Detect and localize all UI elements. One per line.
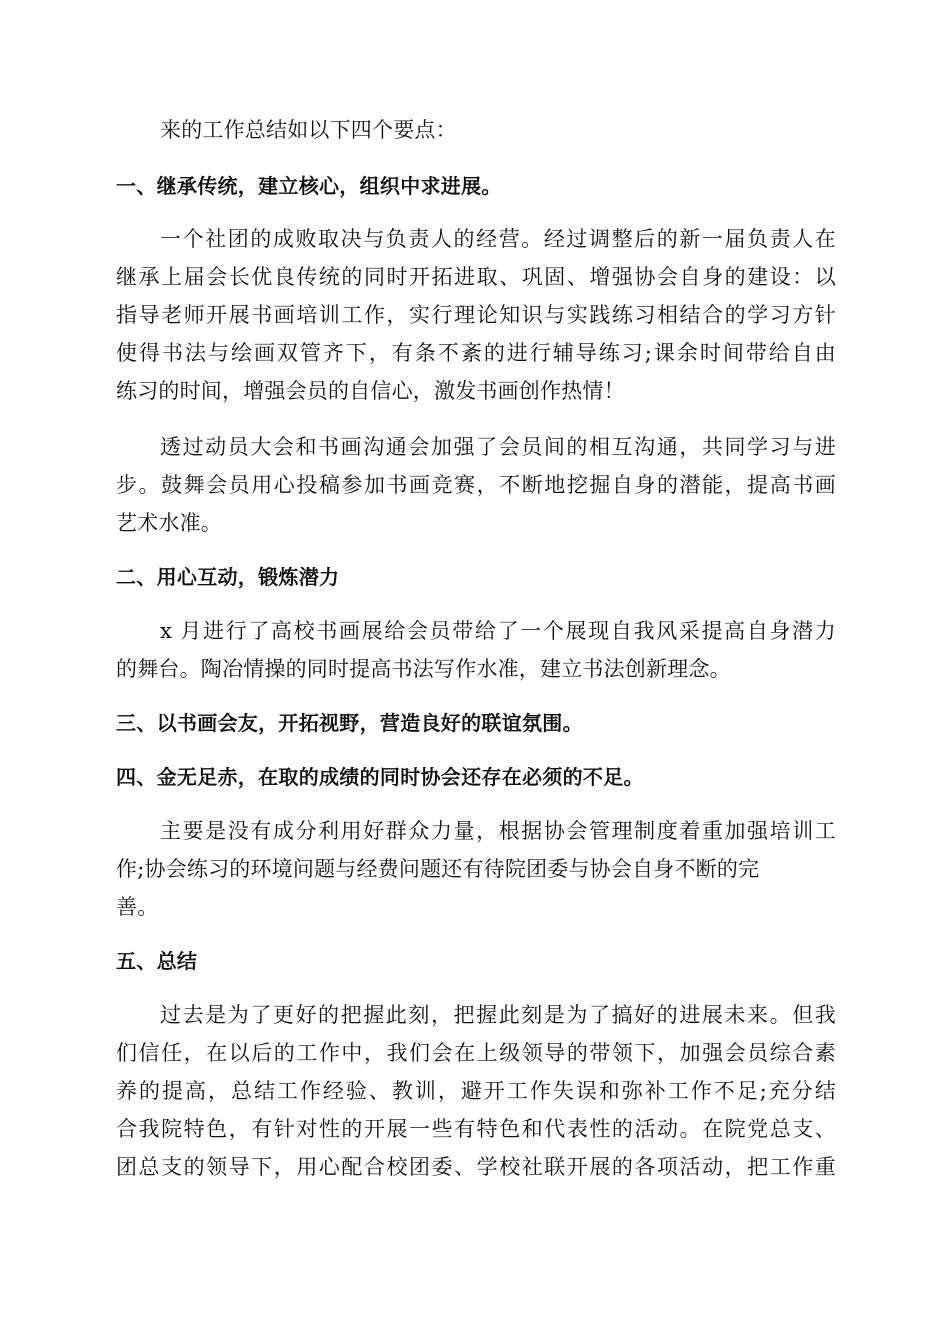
section-1-paragraph-1-line-4: 使得书法与绘画双管齐下，有条不紊的进行辅导练习;课余时间带给自由 bbox=[116, 341, 836, 365]
section-2-paragraph-line-2: 的舞台。陶冶情操的同时提高书法写作水准，建立书法创新理念。 bbox=[116, 657, 731, 681]
section-1-paragraph-1-line-3: 指导老师开展书画培训工作，实行理论知识与实践练习相结合的学习方针 bbox=[116, 303, 836, 327]
section-5-paragraph-line-3: 养的提高，总结工作经验、教训，避开工作失误和弥补工作不足;充分结 bbox=[116, 1079, 836, 1103]
section-4-paragraph-line-1: 主要是没有成分利用好群众力量，根据协会管理制度着重加强培训工 bbox=[160, 819, 836, 843]
section-5-heading: 五、总结 bbox=[116, 949, 198, 973]
section-2-heading: 二、用心互动，锻炼潜力 bbox=[116, 565, 340, 589]
section-5-paragraph-line-5: 团总支的领导下，用心配合校团委、学校社联开展的各项活动，把工作重 bbox=[116, 1155, 836, 1179]
section-2-paragraph-line-1: x 月进行了高校书画展给会员带给了一个展现自我风采提高自身潜力 bbox=[160, 619, 836, 643]
section-4-heading: 四、金无足赤，在取的成绩的同时协会还存在必须的不足。 bbox=[116, 765, 644, 789]
section-1-paragraph-2-line-3: 艺术水准。 bbox=[116, 511, 222, 535]
section-1-heading: 一、继承传统，建立核心，组织中求进展。 bbox=[116, 174, 502, 198]
section-1-paragraph-2-line-1: 透过动员大会和书画沟通会加强了会员间的相互沟通，共同学习与进 bbox=[160, 435, 836, 459]
section-5-paragraph-line-2: 们信任，在以后的工作中，我们会在上级领导的带领下，加强会员综合素 bbox=[116, 1041, 836, 1065]
intro-text: 来的工作总结如以下四个要点： bbox=[160, 118, 457, 142]
section-4-paragraph-line-3: 善。 bbox=[116, 895, 159, 919]
section-1-paragraph-1-line-5: 练习的时间，增强会员的自信心，激发书画创作热情！ bbox=[116, 379, 625, 403]
section-5-paragraph-line-1: 过去是为了更好的把握此刻，把握此刻是为了搞好的进展未来。但我 bbox=[160, 1003, 836, 1027]
section-1-paragraph-1-line-2: 继承上届会长优良传统的同时开拓进取、巩固、增强协会自身的建设：以 bbox=[116, 265, 836, 289]
section-1-paragraph-2-line-2: 步。鼓舞会员用心投稿参加书画竞赛，不断地挖掘自身的潜能，提高书画 bbox=[116, 473, 836, 497]
section-4-paragraph-line-2: 作;协会练习的环境问题与经费问题还有待院团委与协会自身不断的完 bbox=[116, 857, 760, 881]
section-1-paragraph-1-line-1: 一个社团的成败取决与负责人的经营。经过调整后的新一届负责人在 bbox=[160, 227, 836, 251]
section-3-heading: 三、以书画会友，开拓视野，营造良好的联谊氛围。 bbox=[116, 711, 583, 735]
section-5-paragraph-line-4: 合我院特色，有针对性的开展一些有特色和代表性的活动。在院党总支、 bbox=[116, 1117, 836, 1141]
